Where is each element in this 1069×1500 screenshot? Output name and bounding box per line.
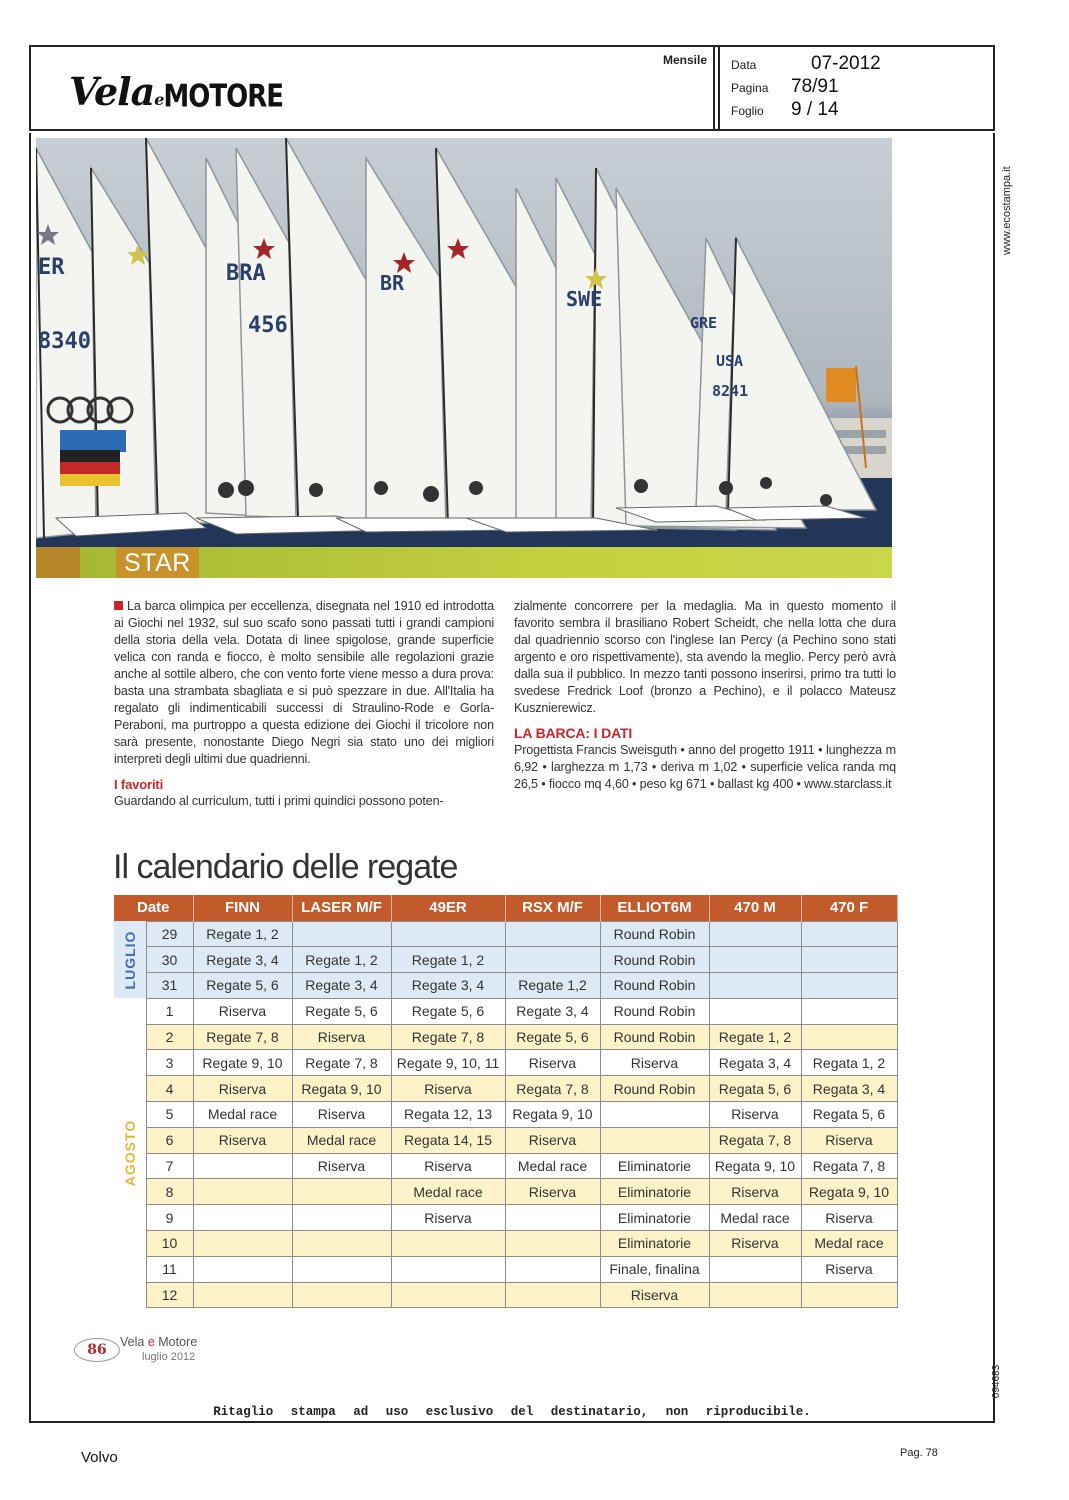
event-cell: Round Robin — [600, 1076, 709, 1102]
event-cell: Riserva — [292, 1102, 391, 1128]
article-column-1 — [114, 598, 494, 810]
event-cell: Regate 3, 4 — [505, 998, 600, 1024]
table-row — [114, 1256, 897, 1282]
day-cell: 10 — [146, 1231, 193, 1257]
dati-text: Progettista Francis Sweisguth • anno del progetto 1911 • lunghezza m 6,92 • larghezza m 1,73 • deriva m 1,02 • superficie velica randa mq 26,5 • fiocco mq 4,60 • peso kg 671 • ballast kg 400 • www.starclass.it — [514, 743, 896, 791]
event-cell: Regata 3, 4 — [709, 1050, 801, 1076]
month-luglio — [114, 921, 146, 998]
favoriti-title: I favoriti — [114, 777, 164, 792]
event-cell — [292, 1179, 391, 1205]
event-cell: Riserva — [600, 1282, 709, 1308]
header-cell: 470 M — [709, 895, 801, 921]
event-cell — [193, 1282, 292, 1308]
event-cell — [193, 1205, 292, 1231]
day-cell: 30 — [146, 947, 193, 973]
event-cell: Finale, finalina — [600, 1256, 709, 1282]
event-cell — [391, 1231, 505, 1257]
frequency-label: Mensile — [662, 53, 707, 67]
event-cell — [709, 1256, 801, 1282]
calendar-header-row — [114, 895, 897, 921]
day-cell: 4 — [146, 1076, 193, 1102]
event-cell: Regata 14, 15 — [391, 1127, 505, 1153]
table-row — [114, 1102, 897, 1128]
day-cell: 8 — [146, 1179, 193, 1205]
event-cell: Regata 3, 4 — [801, 1076, 897, 1102]
meta-value: 78/91 — [791, 76, 839, 97]
event-cell: Riserva — [505, 1127, 600, 1153]
event-cell: Regate 1, 2 — [391, 947, 505, 973]
page-number-badge: 86 — [74, 1338, 120, 1362]
event-cell: Regata 9, 10 — [292, 1076, 391, 1102]
favoriti-text-continued: zialmente concorrere per la medaglia. Ma in questo momento il favorito sembra il brasiliano Robert Scheidt, che nella lotta che dura dal quadriennio scorso con l'inglese Ian Percy (a Pechino sono stati argento e oro rispettivamente), sta avendo la meglio. Percy però avrà dalla sua il pubblico. In mezzo tanti possono inserirsi, primo tra tutti lo svedese Fredrick Loof (bronzo a Pechino), e il polacco Mateusz Kusznierewicz. — [514, 599, 896, 715]
header-cell: ELLIOT6M — [600, 895, 709, 921]
event-cell — [600, 1127, 709, 1153]
event-cell: Regata 5, 6 — [709, 1076, 801, 1102]
event-cell: Riserva — [801, 1127, 897, 1153]
sail-marking: 8241 — [712, 382, 749, 400]
event-cell: Medal race — [292, 1127, 391, 1153]
meta-row-pagina — [731, 76, 881, 99]
banner-tab — [36, 547, 80, 578]
sails-illustration — [36, 138, 892, 578]
event-cell — [801, 1024, 897, 1050]
bullet-square-icon — [114, 601, 123, 610]
event-cell: Regate 1, 2 — [292, 947, 391, 973]
sail-marking: 8340 — [38, 329, 91, 354]
client-name: Volvo — [81, 1449, 118, 1466]
header-box — [29, 45, 995, 131]
event-cell — [292, 1282, 391, 1308]
sail-marking: SWE — [566, 287, 603, 311]
favoriti-continuation — [514, 598, 896, 717]
event-cell — [709, 973, 801, 999]
meta-row-foglio — [731, 99, 881, 122]
footer-issue: luglio 2012 — [142, 1351, 196, 1363]
table-row — [114, 921, 897, 947]
event-cell: Regate 3, 4 — [193, 947, 292, 973]
dati-title: LA BARCA: I DATI — [514, 725, 633, 741]
event-cell: Regate 3, 4 — [391, 973, 505, 999]
event-cell — [801, 973, 897, 999]
event-cell: Riserva — [391, 1076, 505, 1102]
table-row — [114, 1050, 897, 1076]
day-cell: 7 — [146, 1153, 193, 1179]
publication-logo: VelaeMOTORE — [69, 69, 284, 115]
event-cell: Regate 5, 6 — [391, 998, 505, 1024]
event-cell: Riserva — [292, 1153, 391, 1179]
day-cell: 31 — [146, 973, 193, 999]
day-cell: 9 — [146, 1205, 193, 1231]
event-cell: Medal race — [505, 1153, 600, 1179]
event-cell: Regata 1, 2 — [801, 1050, 897, 1076]
day-cell: 2 — [146, 1024, 193, 1050]
sail-marking: ER — [38, 255, 65, 280]
table-row — [114, 1076, 897, 1102]
calendar-title: Il calendario delle regate — [113, 848, 458, 886]
sail-marking: GRE — [690, 314, 718, 332]
event-cell: Regate 9, 10, 11 — [391, 1050, 505, 1076]
event-cell: Eliminatorie — [600, 1179, 709, 1205]
event-cell — [709, 1282, 801, 1308]
event-cell: Riserva — [709, 1102, 801, 1128]
event-cell: Regata 9, 10 — [709, 1153, 801, 1179]
event-cell: Round Robin — [600, 998, 709, 1024]
event-cell: Eliminatorie — [600, 1205, 709, 1231]
event-cell: Riserva — [193, 1076, 292, 1102]
event-cell: Regate 7, 8 — [391, 1024, 505, 1050]
footer-magazine: Vela e Motore — [120, 1335, 198, 1349]
day-cell: 29 — [146, 921, 193, 947]
article-column-2 — [514, 598, 896, 793]
section-label: STAR — [116, 547, 199, 578]
event-cell — [505, 1205, 600, 1231]
event-cell: Medal race — [193, 1102, 292, 1128]
header-meta — [731, 53, 881, 122]
event-cell: Riserva — [600, 1050, 709, 1076]
day-cell: 11 — [146, 1256, 193, 1282]
side-code: 094683 — [991, 1364, 1003, 1399]
event-cell: Riserva — [801, 1205, 897, 1231]
event-cell: Riserva — [292, 1024, 391, 1050]
event-cell — [709, 947, 801, 973]
event-cell: Regate 1,2 — [505, 973, 600, 999]
table-row — [114, 1024, 897, 1050]
event-cell: Regata 9, 10 — [801, 1179, 897, 1205]
event-cell: Regate 3, 4 — [292, 973, 391, 999]
event-cell — [505, 1231, 600, 1257]
event-cell: Riserva — [709, 1179, 801, 1205]
event-cell — [391, 1282, 505, 1308]
event-cell — [505, 1256, 600, 1282]
sail-marking: 456 — [248, 313, 288, 338]
header-left — [31, 47, 715, 129]
meta-value: 07-2012 — [811, 53, 881, 74]
event-cell: Riserva — [505, 1050, 600, 1076]
event-cell: Regate 1, 2 — [193, 921, 292, 947]
table-row — [114, 1153, 897, 1179]
disclaimer: Ritaglio stampa ad uso esclusivo del destinatario, non riproducibile. — [213, 1405, 811, 1419]
article-intro: La barca olimpica per eccellenza, disegnata nel 1910 ed introdotta ai Giochi nel 1932, sul suo scafo sono passati tutti i grandi campioni della storia della vela. Dotata di linee spigolose, grande superficie velica con randa e fiocco, è molto sensibile alle regolazioni grazie anche al sottile albero, che con vento forte viene messo a dura prova: basta una strambata sbagliata e si può spezzare in due. All'Italia ha regalato gli indimenticabili successi di Straulino-Rode e Gorla-Peraboni, ma purtroppo a questa edizione dei Giochi il tricolore non sarà presente, nonostante Diego Negri sia stato uno dei migliori interpreti degli ultimi due quadrienni. — [114, 599, 494, 766]
calendar-table — [114, 895, 898, 1308]
page-ref: Pag. 78 — [900, 1447, 938, 1459]
day-cell: 12 — [146, 1282, 193, 1308]
sail-marking: USA — [716, 352, 744, 370]
event-cell: Regate 7, 8 — [292, 1050, 391, 1076]
meta-label: Foglio — [731, 104, 764, 118]
event-cell — [391, 1256, 505, 1282]
event-cell — [505, 921, 600, 947]
event-cell: Riserva — [391, 1153, 505, 1179]
event-cell — [600, 1102, 709, 1128]
event-cell — [292, 1205, 391, 1231]
header-cell: RSX M/F — [505, 895, 600, 921]
event-cell: Medal race — [801, 1231, 897, 1257]
event-cell: Round Robin — [600, 973, 709, 999]
event-cell: Regate 7, 8 — [193, 1024, 292, 1050]
sail-marking: BR — [380, 271, 405, 295]
header-cell: LASER M/F — [292, 895, 391, 921]
event-cell: Regate 5, 6 — [292, 998, 391, 1024]
header-cell: 49ER — [391, 895, 505, 921]
event-cell: Regata 5, 6 — [801, 1102, 897, 1128]
event-cell: Regate 5, 6 — [505, 1024, 600, 1050]
event-cell — [801, 947, 897, 973]
header-cell: FINN — [193, 895, 292, 921]
sail-marking: BRA — [226, 261, 266, 286]
event-cell — [193, 1179, 292, 1205]
table-row — [114, 1127, 897, 1153]
header-divider — [718, 47, 720, 129]
event-cell: Medal race — [391, 1179, 505, 1205]
event-cell — [391, 921, 505, 947]
event-cell: Riserva — [801, 1256, 897, 1282]
event-cell: Round Robin — [600, 1024, 709, 1050]
meta-row-data — [731, 53, 881, 76]
event-cell — [801, 998, 897, 1024]
star-regatta-photo — [36, 138, 892, 578]
event-cell: Regate 5, 6 — [193, 973, 292, 999]
event-cell — [292, 921, 391, 947]
event-cell: Medal race — [709, 1205, 801, 1231]
month-label: LUGLIO — [121, 930, 138, 990]
event-cell: Regata 12, 13 — [391, 1102, 505, 1128]
event-cell: Regata 9, 10 — [505, 1102, 600, 1128]
event-cell: Round Robin — [600, 947, 709, 973]
event-cell: Eliminatorie — [600, 1153, 709, 1179]
day-cell: 6 — [146, 1127, 193, 1153]
event-cell: Regate 1, 2 — [709, 1024, 801, 1050]
event-cell — [801, 921, 897, 947]
event-cell — [292, 1256, 391, 1282]
meta-label: Data — [731, 58, 757, 72]
event-cell: Eliminatorie — [600, 1231, 709, 1257]
month-label: AGOSTO — [121, 1119, 138, 1187]
event-cell: Regata 7, 8 — [801, 1153, 897, 1179]
day-cell: 5 — [146, 1102, 193, 1128]
table-row — [114, 973, 897, 999]
table-row — [114, 1205, 897, 1231]
table-row — [114, 998, 897, 1024]
event-cell — [505, 947, 600, 973]
event-cell: Riserva — [505, 1179, 600, 1205]
event-cell — [193, 1231, 292, 1257]
event-cell: Regata 7, 8 — [505, 1076, 600, 1102]
calendar-body — [114, 921, 897, 1308]
event-cell — [709, 998, 801, 1024]
meta-label: Pagina — [731, 81, 769, 95]
table-row — [114, 1179, 897, 1205]
day-cell: 3 — [146, 1050, 193, 1076]
header-cell: 470 F — [801, 895, 897, 921]
table-row — [114, 1231, 897, 1257]
event-cell: Riserva — [193, 998, 292, 1024]
month-agosto — [114, 998, 146, 1308]
favoriti-text: Guardando al curriculum, tutti i primi quindici possono poten- — [114, 794, 444, 808]
event-cell: Riserva — [709, 1231, 801, 1257]
event-cell: Riserva — [193, 1127, 292, 1153]
table-row — [114, 947, 897, 973]
event-cell: Regate 9, 10 — [193, 1050, 292, 1076]
event-cell: Round Robin — [600, 921, 709, 947]
event-cell: Regata 7, 8 — [709, 1127, 801, 1153]
meta-value: 9 / 14 — [791, 99, 839, 120]
event-cell — [193, 1256, 292, 1282]
event-cell — [193, 1153, 292, 1179]
event-cell — [292, 1231, 391, 1257]
event-cell — [801, 1282, 897, 1308]
side-url: www.ecostampa.it — [1001, 166, 1013, 255]
header-cell: Date — [114, 895, 193, 921]
event-cell — [505, 1282, 600, 1308]
event-cell: Riserva — [391, 1205, 505, 1231]
table-row — [114, 1282, 897, 1308]
day-cell: 1 — [146, 998, 193, 1024]
event-cell — [709, 921, 801, 947]
